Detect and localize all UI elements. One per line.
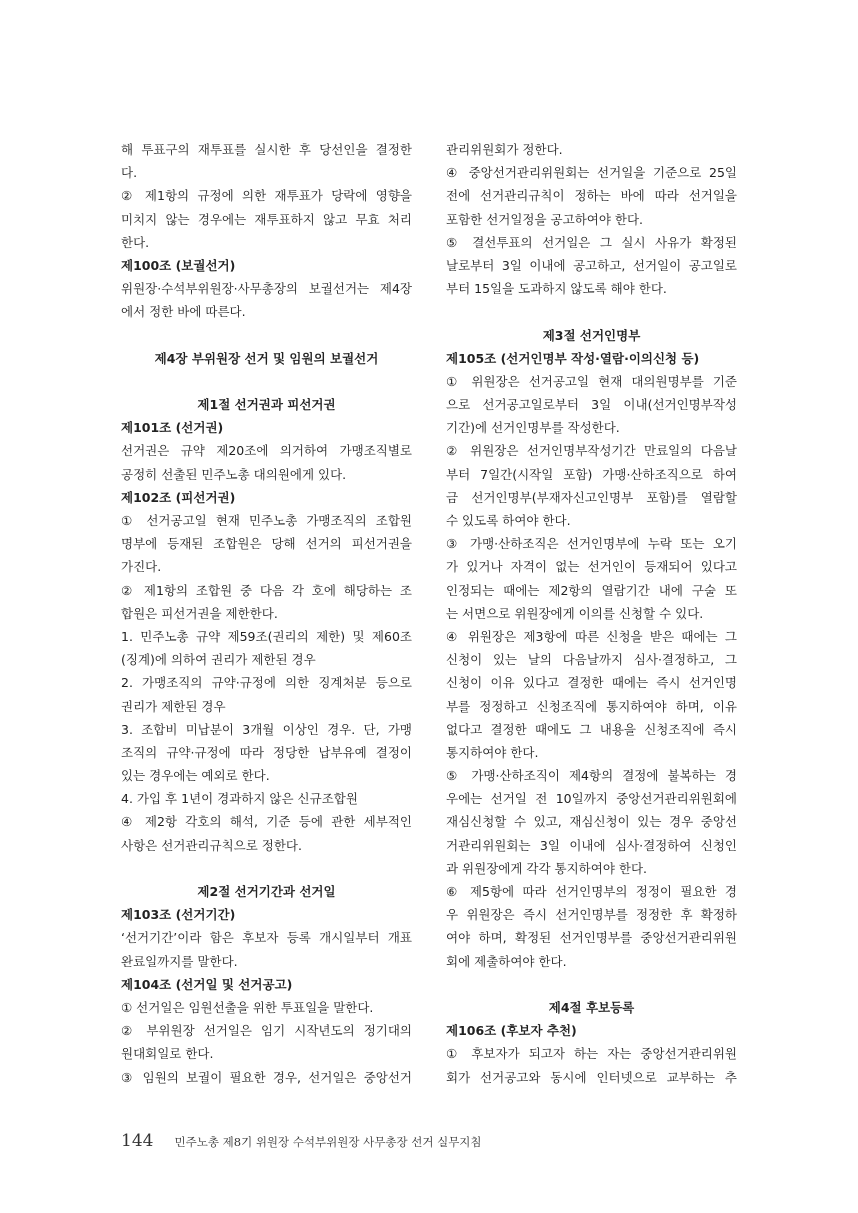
text-line: 명부에 등재된 조합원은 당해 선거의 피선거권을 <box>121 536 412 552</box>
text-line: 포함한 선거일정을 공고하여야 한다. <box>446 211 644 227</box>
text-line: ① 위원장은 선거공고일 현재 대의원명부를 기준 <box>446 373 737 389</box>
page-footer <box>121 1131 482 1155</box>
text-line: 있는 경우에는 예외로 한다. <box>121 768 270 784</box>
section-heading: 제2절 선거기간과 선거일 <box>197 884 336 899</box>
blank-line <box>446 300 737 323</box>
text-line: 원대회일로 한다. <box>121 1046 214 1062</box>
left-column <box>121 138 412 1089</box>
text-line: 권리가 제한된 경우 <box>121 698 226 714</box>
page-number: 144 <box>121 1131 154 1151</box>
text-line: ⑤ 결선투표의 선거일은 그 실시 사유가 확정된 <box>446 234 737 250</box>
text-line: 전에 선거관리규칙이 정하는 바에 따라 선거일을 <box>446 188 737 204</box>
text-line: 으로 선거공고일로부터 3일 이내(선거인명부작성 <box>446 397 737 413</box>
text-line: 3. 조합비 미납분이 3개월 이상인 경우. 단, 가맹 <box>121 721 412 737</box>
text-line: 우 위원장은 즉시 선거인명부를 정정한 후 확정하 <box>446 907 737 923</box>
text-line: 신청이 이유 있다고 결정한 때에는 즉시 선거인명 <box>446 675 737 691</box>
text-line: 통지하여야 한다. <box>446 744 539 760</box>
text-line: 한다. <box>121 234 150 250</box>
text-line: 부를 정정하고 신청조직에 통지하여야 하며, 이유 <box>446 698 737 714</box>
article-heading: 제105조 (선거인명부 작성·열람·이의신청 등) <box>446 350 700 366</box>
text-line: 사항은 선거관리규칙으로 정한다. <box>121 837 302 853</box>
text-line: 가 있거나 자격이 없는 선거인이 등재되어 있다고 <box>446 559 737 575</box>
text-line: 회가 선거공고와 동시에 인터넷으로 교부하는 추 <box>446 1069 737 1085</box>
text-line: 4. 가입 후 1년이 경과하지 않은 신규조합원 <box>121 791 358 807</box>
text-line: ③ 가맹·산하조직은 선거인명부에 누락 또는 오기 <box>446 536 737 552</box>
text-line: 조직의 규약·규정에 따라 정당한 납부유예 결정이 <box>121 744 412 760</box>
text-line: 없다고 결정한 때에도 그 내용을 신청조직에 즉시 <box>446 721 737 737</box>
text-line: 합원은 피선거권을 제한한다. <box>121 605 278 621</box>
text-line: 신청이 있는 날의 다음날까지 심사·결정하고, 그 <box>446 652 737 668</box>
text-line: 거관리위원회는 3일 이내에 심사·결정하여 신청인 <box>446 837 737 853</box>
text-line: 수 있도록 하여야 한다. <box>446 513 571 528</box>
blank-line <box>121 370 412 393</box>
blank-line <box>446 973 737 996</box>
text-line: 1. 민주노총 규약 제59조(권리의 제한) 및 제60조 <box>121 628 412 644</box>
text-line: 부터 7일간(시작일 포함) 가맹·산하조직으로 하여 <box>446 466 737 482</box>
section-heading: 제1절 선거권과 피선거권 <box>197 397 336 413</box>
text-line: 여야 하며, 확정된 선거인명부를 중앙선거관리위원 <box>446 930 737 946</box>
text-line: ⑤ 가맹·산하조직이 제4항의 결정에 불복하는 경 <box>446 768 737 784</box>
text-line: 날로부터 3일 이내에 공고하고, 선거일이 공고일로 <box>446 257 737 273</box>
text-line: ② 제1항의 조합원 중 다음 각 호에 해당하는 조 <box>121 582 412 598</box>
blank-line <box>121 857 412 880</box>
text-line: 미치지 않는 경우에는 재투표하지 않고 무효 처리 <box>121 211 412 227</box>
text-line: 관리위원회가 정한다. <box>446 142 563 157</box>
text-line: 는 서면으로 위원장에게 이의를 신청할 수 있다. <box>446 605 704 621</box>
text-line: ‘선거기간’이라 함은 후보자 등록 개시일부터 개표 <box>121 930 412 946</box>
section-heading: 제3절 선거인명부 <box>542 327 641 343</box>
text-line: 기간)에 선거인명부를 작성한다. <box>446 420 620 436</box>
section-heading: 제4절 후보등록 <box>548 999 635 1015</box>
text-line: ④ 중앙선거관리위원회는 선거일을 기준으로 25일 <box>446 165 737 181</box>
text-line: 에서 정한 바에 따른다. <box>121 304 246 320</box>
text-line: 다. <box>121 165 138 181</box>
text-line: ⑥ 제5항에 따라 선거인명부의 정정이 필요한 경 <box>446 884 737 899</box>
text-line: ① 후보자가 되고자 하는 자는 중앙선거관리위원 <box>446 1046 737 1062</box>
text-line: 우에는 선거일 전 10일까지 중앙선거관리위원회에 <box>446 791 737 807</box>
article-heading: 제104조 (선거일 및 선거공고) <box>121 976 293 992</box>
text-line: 해 투표구의 재투표를 실시한 후 당선인을 결정한 <box>121 142 412 157</box>
text-line: 2. 가맹조직의 규약·규정에 의한 징계처분 등으로 <box>121 675 412 691</box>
text-line: 회에 제출하여야 한다. <box>446 953 567 969</box>
article-heading: 제100조 (보궐선거) <box>121 257 236 273</box>
text-line: 공정히 선출된 민주노총 대의원에게 있다. <box>121 466 347 482</box>
text-line: 재심신청할 수 있고, 재심신청이 있는 경우 중앙선 <box>446 814 737 830</box>
article-heading: 제101조 (선거권) <box>121 420 224 436</box>
blank-line <box>121 324 412 347</box>
article-heading: 제102조 (피선거권) <box>121 489 236 505</box>
text-line: (징계)에 의하여 권리가 제한된 경우 <box>121 652 316 668</box>
text-line: 완료일까지를 말한다. <box>121 953 238 969</box>
text-line: ③ 임원의 보궐이 필요한 경우, 선거일은 중앙선거 <box>121 1069 412 1085</box>
text-line: 가진다. <box>121 559 162 575</box>
text-line: 부터 15일을 도과하지 않도록 해야 한다. <box>446 281 667 297</box>
text-line: 금 선거인명부(부재자신고인명부 포함)를 열람할 <box>446 489 737 505</box>
text-line: ① 선거공고일 현재 민주노총 가맹조직의 조합원 <box>121 513 412 528</box>
text-line: ② 부위원장 선거일은 임기 시작년도의 정기대의 <box>121 1023 412 1039</box>
text-line: 위원장·수석부위원장·사무총장의 보궐선거는 제4장 <box>121 281 412 297</box>
text-line: ④ 위원장은 제3항에 따른 신청을 받은 때에는 그 <box>446 628 737 644</box>
text-line: 선거권은 규약 제20조에 의거하여 가맹조직별로 <box>121 443 412 459</box>
running-title: 민주노총 제8기 위원장 수석부위원장 사무총장 선거 실무지침 <box>174 1135 482 1149</box>
section-heading: 제4장 부위원장 선거 및 임원의 보궐선거 <box>154 350 379 366</box>
article-heading: 제103조 (선거기간) <box>121 907 236 923</box>
right-column <box>446 138 737 1089</box>
text-line: 인정되는 때에는 제2항의 열람기간 내에 구술 또 <box>446 582 737 598</box>
text-line: ② 제1항의 규정에 의한 재투표가 당락에 영향을 <box>121 188 412 204</box>
text-line: ① 선거일은 임원선출을 위한 투표일을 말한다. <box>121 999 374 1015</box>
article-heading: 제106조 (후보자 추천) <box>446 1023 577 1039</box>
text-line: ② 위원장은 선거인명부작성기간 만료일의 다음날 <box>446 443 737 459</box>
text-line: 과 위원장에게 각각 통지하여야 한다. <box>446 860 647 876</box>
text-line: ④ 제2항 각호의 해석, 기준 등에 관한 세부적인 <box>121 814 412 830</box>
